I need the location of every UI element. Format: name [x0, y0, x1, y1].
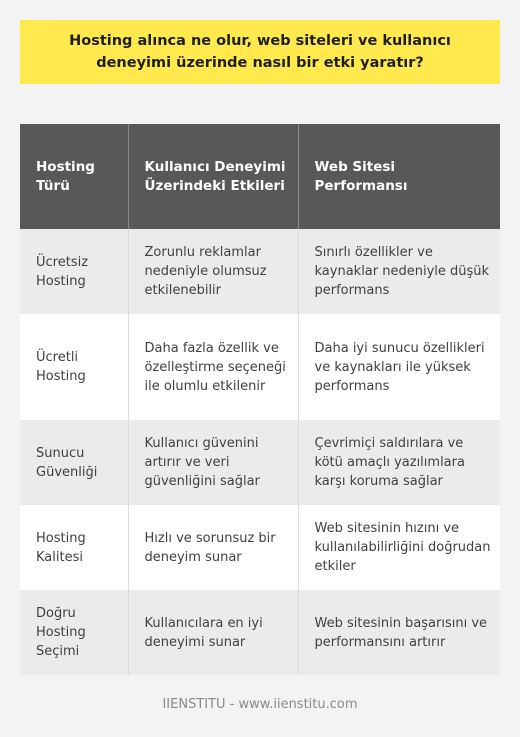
header-hosting-type: Hosting Türü	[20, 124, 128, 229]
hosting-comparison-table	[20, 124, 500, 675]
table-row	[20, 229, 500, 314]
hosting-type-cell: Sunucu Güvenliği	[20, 420, 128, 505]
page-title: Hosting alınca ne olur, web siteleri ve kullanıcı deneyimi üzerinde nasıl bir etki yaratır?	[69, 33, 451, 71]
header-user-experience-effects: Kullanıcı Deneyimi Üzerindeki Etkileri	[128, 124, 298, 229]
table-header-row	[20, 124, 500, 229]
header-website-performance: Web Sitesi Performansı	[314, 158, 408, 194]
user-experience-cell: Kullanıcılara en iyi deneyimi sunar	[128, 590, 298, 675]
performance-cell: Sınırlı özellikler ve kaynaklar nedeniyle düşük performans	[314, 245, 490, 298]
table-row	[20, 505, 500, 590]
performance-cell: Çevrimiçi saldırılara ve kötü amaçlı yazılımlara karşı koruma sağlar	[314, 436, 465, 489]
hosting-type-cell: Ücretli Hosting	[20, 314, 128, 420]
table-row	[20, 590, 500, 675]
table-row	[20, 314, 500, 420]
table-row	[20, 420, 500, 505]
user-experience-cell: Kullanıcı güvenini artırır ve veri güvenliğini sağlar	[128, 420, 298, 505]
hosting-type-cell: Doğru Hosting Seçimi	[20, 590, 128, 675]
title-banner	[20, 20, 500, 84]
user-experience-cell: Daha fazla özellik ve özelleştirme seçeneği ile olumlu etkilenir	[128, 314, 298, 420]
user-experience-cell: Zorunlu reklamlar nedeniyle olumsuz etkilenebilir	[128, 229, 298, 314]
hosting-type-cell: Hosting Kalitesi	[20, 505, 128, 590]
performance-cell: Web sitesinin hızını ve kullanılabilirliğini doğrudan etkiler	[314, 521, 491, 574]
performance-cell: Web sitesinin başarısını ve performansını artırır	[314, 615, 488, 650]
performance-cell: Daha iyi sunucu özellikleri ve kaynakları ile yüksek performans	[314, 340, 485, 394]
hosting-type-cell: Ücretsiz Hosting	[20, 229, 128, 314]
footer-credit: IIENSTITU - www.iienstitu.com	[162, 697, 358, 712]
user-experience-cell: Hızlı ve sorunsuz bir deneyim sunar	[128, 505, 298, 590]
